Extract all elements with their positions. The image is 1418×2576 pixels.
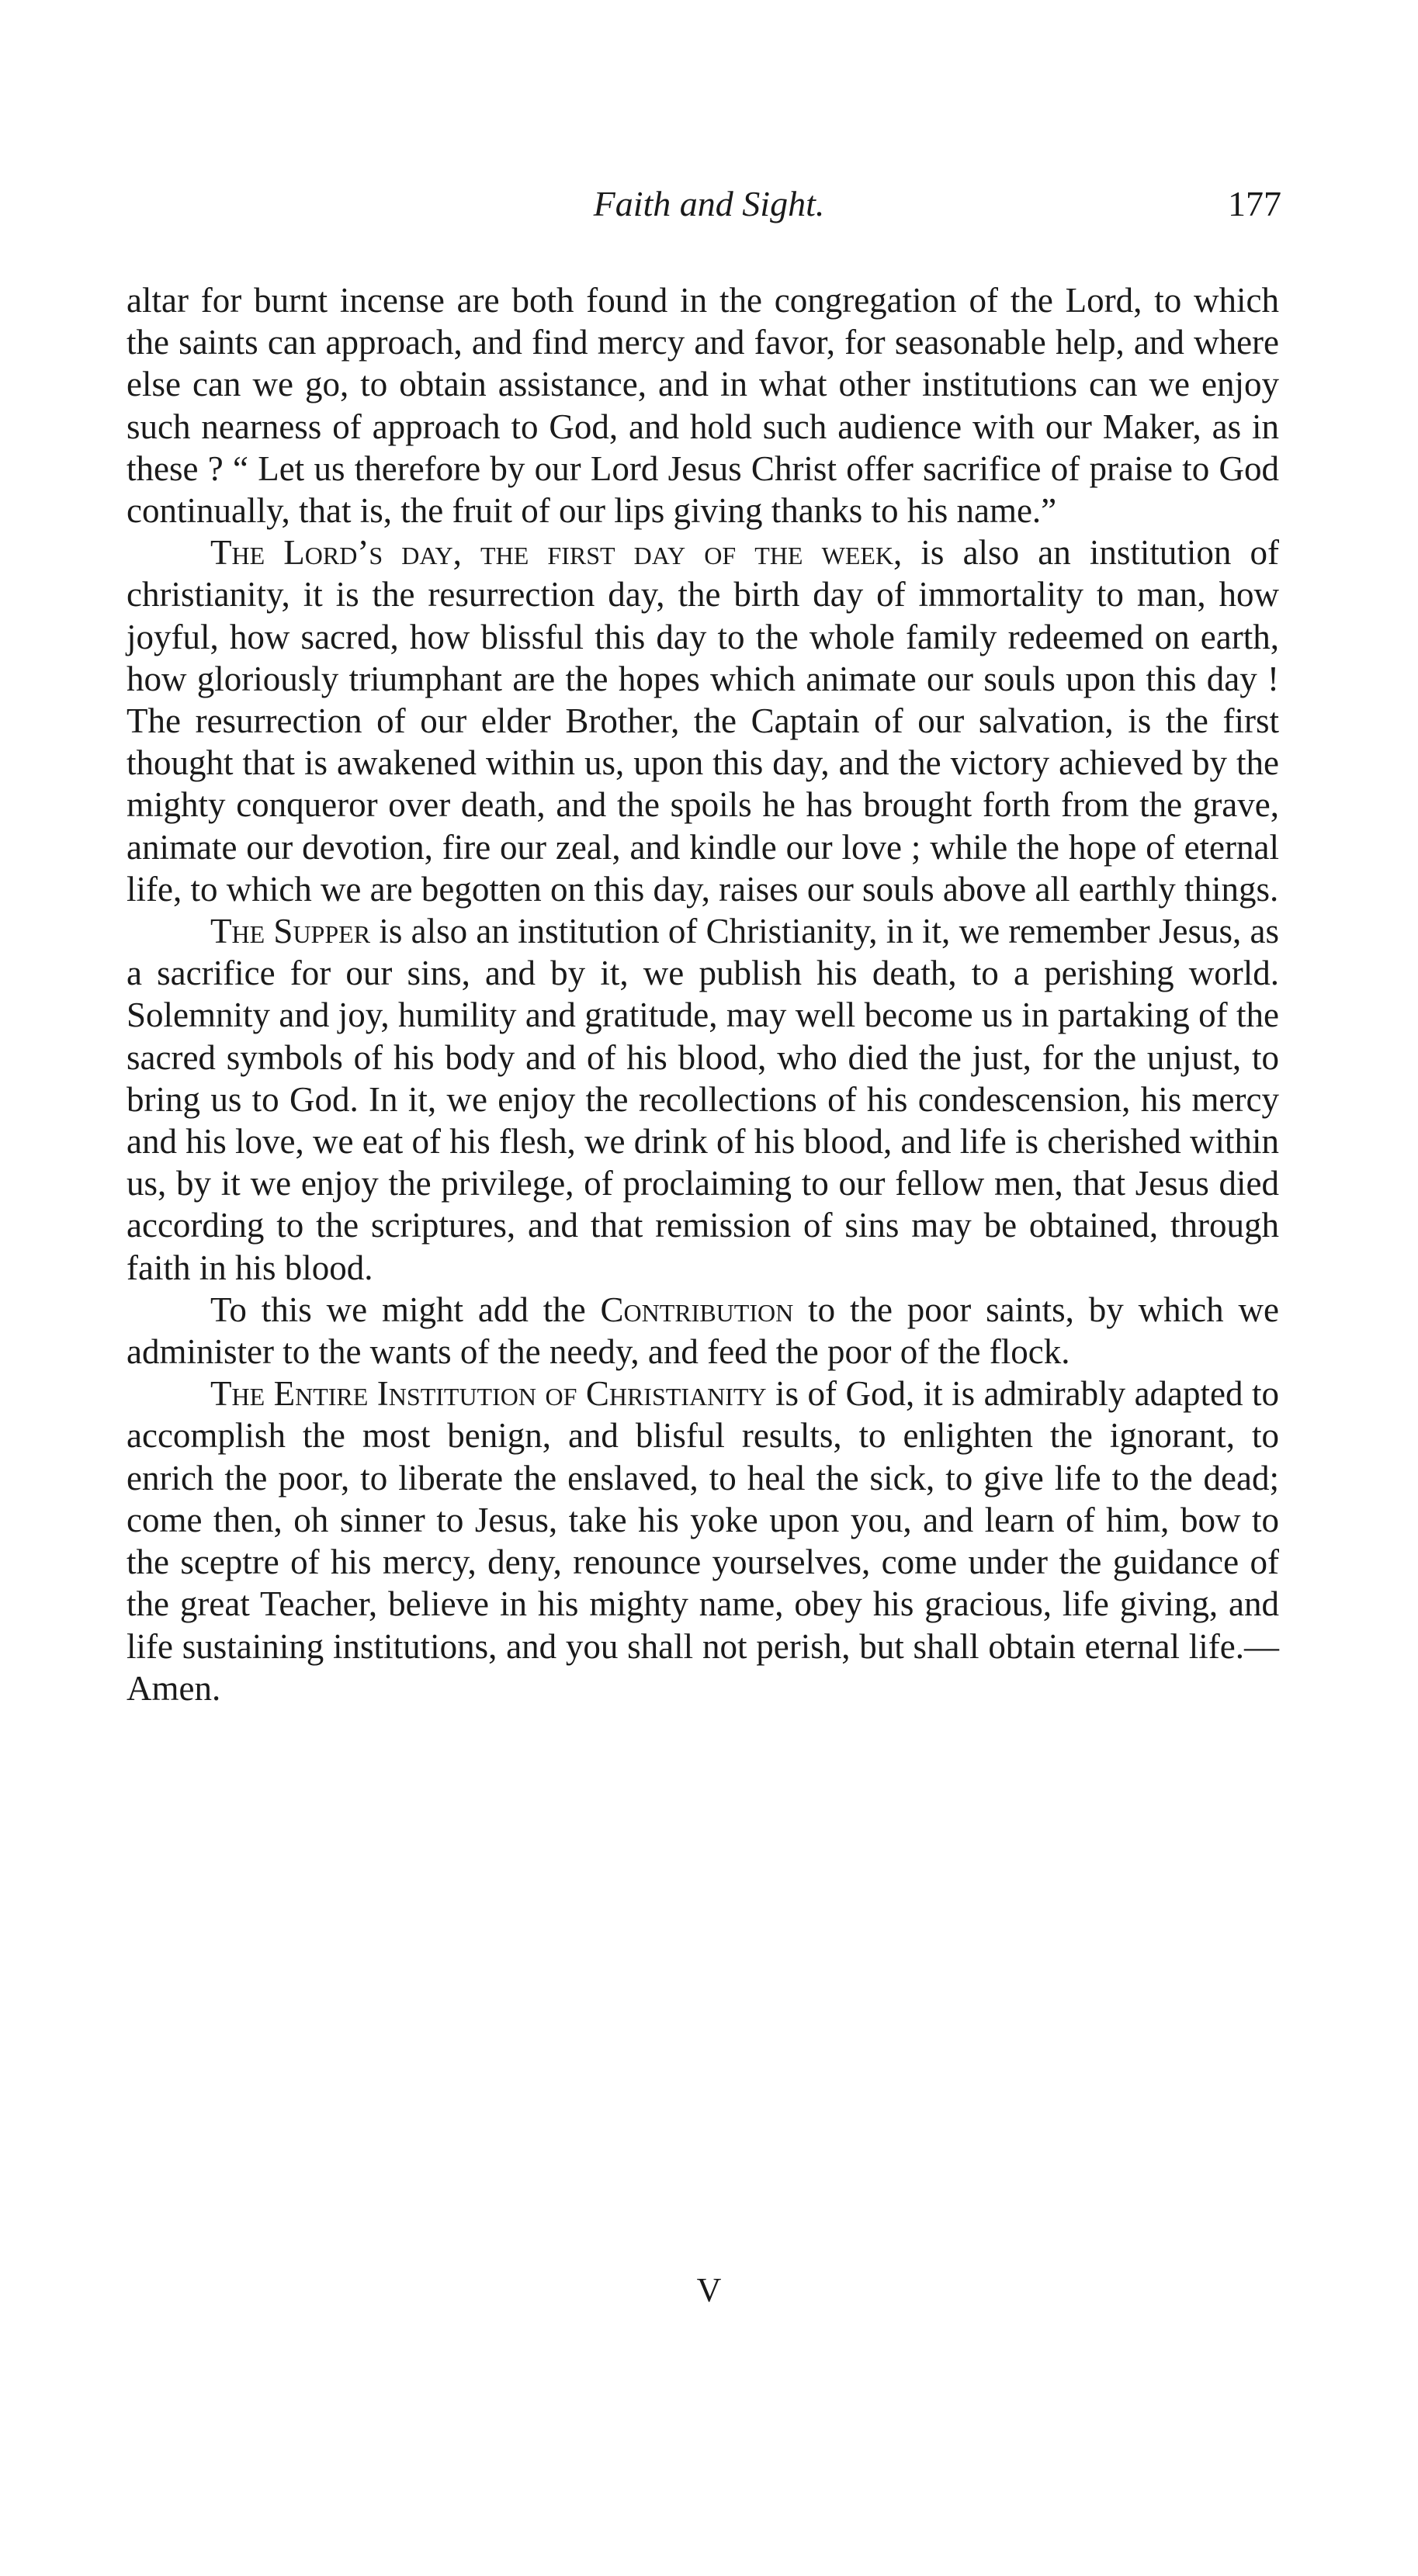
paragraph-text: is of God, it is admirably adapted to accomplish the most benign, and blisful results, to enlighten the ignorant, to enrich the poor, to liberate the enslaved, to heal the sick, to give life to the dead; come then, oh sinner to Jesus, take his yoke upon you, and learn of him, bow to the sceptre of his mercy, deny, renounce yourselves, come under the guidance of the great Teacher, believe in his mighty name, obey his gracious, life giving, and life sustaining institutions, and you shall not perish, but shall obtain eternal life.—Amen. — [127, 1374, 1279, 1708]
paragraph-continued — [127, 279, 1279, 531]
paragraph-lead: The Lord’s day, the first day of the week, — [210, 533, 903, 573]
paragraph-institution — [127, 1373, 1279, 1709]
paragraph-text: is also an institution of christianity, it is the resurrection day, the birth day of immortality to man, how joyful, how sacred, how blissful this day to the whole family redeemed on earth, how gloriously triumphant are the hopes which animate our souls upon this day ! The resurrection of our elder Brother, the Captain of our salvation, is the first thought that is awakened within us, upon this day, and the victory achieved by the mighty conqueror over death, and the spoils he has brought forth from the grave, animate our devotion, fire our zeal, and kindle our love ; while the hope of eternal life, to which we are begotten on this day, raises our souls above all earthly things. — [127, 533, 1279, 909]
paragraph-lead: The Entire Institution of Christianity — [210, 1374, 767, 1414]
paragraph-before: To this we might add the — [210, 1290, 601, 1329]
body-text — [127, 279, 1279, 1709]
paragraph-lords-day — [127, 531, 1279, 910]
signature-mark: V — [696, 2271, 722, 2309]
paragraph-text: altar for burnt incense are both found in the congregation of the Lord, to which the saints can approach, and find mercy and favor, for seasonable help, and where else can we go, to obtain assistance, and in what other institutions can we enjoy such nearness of approach to God, and hold such audience with our Maker, as in these ? “ Let us therefore by our Lord Jesus Christ offer sacrifice of praise to God continually, that is, the fruit of our lips giving thanks to his name.” — [127, 281, 1279, 531]
paragraph-text: is also an institution of Christianity, in it, we remember Jesus, as a sacrifice for our sins, and by it, we publish his death, to a perishing world. Solemnity and joy, humility and gratitude, may well become us in partaking of the sacred symbols of his body and of his blood, who died the just, for the unjust, to bring us to God. In it, we enjoy the recollections of his condescension, his mercy and his love, we eat of his flesh, we drink of his blood, and life is cherished within us, by it we enjoy the privilege, of proclaiming to our fellow men, that Jesus died according to the scriptures, and that remission of sins may be obtained, through faith in his blood. — [127, 912, 1280, 1287]
paragraph-lead: The Supper — [210, 912, 371, 951]
paragraph-lead: Contribution — [600, 1290, 794, 1329]
paragraph-contribution — [127, 1289, 1279, 1373]
page-number: 177 — [1228, 184, 1281, 223]
paragraph-text: to the poor saints, by which we administer to the wants of the needy, and feed the poor of the flock. — [127, 1290, 1279, 1372]
paragraph-supper — [127, 910, 1279, 1289]
running-head-title: Faith and Sight. — [593, 184, 825, 223]
